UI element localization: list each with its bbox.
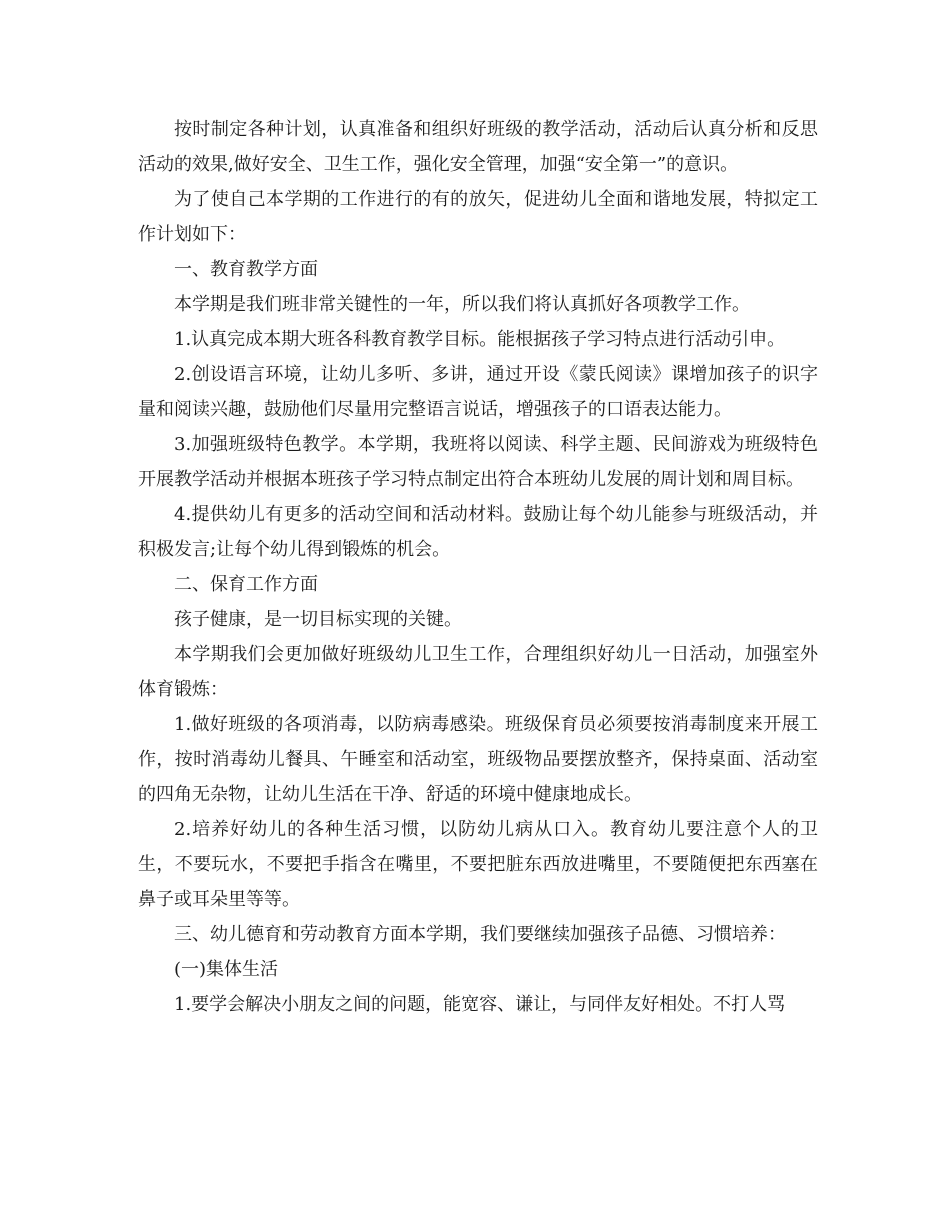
list-item-teaching-1: 1.认真完成本期大班各科教育教学目标。能根据孩子学习特点进行活动引申。 bbox=[174, 329, 786, 350]
list-item-care-2: 2.培养好幼儿的各种生活习惯，以防幼儿病从口入。教育幼儿要注意个人的卫生，不要玩水，不要把手指含在嘴里，不要把脏东西放进嘴里，不要随便把东西塞在鼻子或耳朵里等等。 bbox=[138, 819, 818, 910]
list-item-care-1: 1.做好班级的各项消毒，以防病毒感染。班级保育员必须要按消毒制度来开展工作，按时消毒幼儿餐具、午睡室和活动室，班级物品要摆放整齐，保持桌面、活动室的四角无杂物，让幼儿生活在干净、舒适的环境中健康地成长。 bbox=[138, 714, 818, 805]
paragraph-purpose: 为了使自己本学期的工作进行的有的放矢，促进幼儿全面和谐地发展，特拟定工作计划如下： bbox=[138, 189, 818, 245]
section-heading-care: 二、保育工作方面 bbox=[174, 574, 318, 595]
list-item-teaching-3: 3.加强班级特色教学。本学期，我班将以阅读、科学主题、民间游戏为班级特色开展教学活动并根据本班孩子学习特点制定出符合本班幼儿发展的周计划和周目标。 bbox=[138, 434, 818, 490]
list-item-group-life-1: 1.要学会解决小朋友之间的问题，能宽容、谦让，与同伴友好相处。不打人骂 bbox=[174, 994, 786, 1015]
subsection-heading-group-life: (一)集体生活 bbox=[174, 959, 279, 980]
section-heading-teaching: 一、教育教学方面 bbox=[174, 259, 318, 280]
document-body bbox=[138, 112, 818, 1022]
paragraph-teaching-intro: 本学期是我们班非常关键性的一年，所以我们将认真抓好各项教学工作。 bbox=[174, 294, 750, 315]
list-item-teaching-4: 4.提供幼儿有更多的活动空间和活动材料。鼓励让每个幼儿能参与班级活动，并积极发言;让每个幼儿得到锻炼的机会。 bbox=[138, 504, 818, 560]
paragraph-care-intro: 本学期我们会更加做好班级幼儿卫生工作，合理组织好幼儿一日活动，加强室外体育锻炼： bbox=[138, 644, 818, 700]
list-item-teaching-2: 2.创设语言环境，让幼儿多听、多讲，通过开设《蒙氏阅读》课增加孩子的识字量和阅读兴趣，鼓励他们尽量用完整语言说话，增强孩子的口语表达能力。 bbox=[138, 364, 818, 420]
paragraph-intro-plan: 按时制定各种计划，认真准备和组织好班级的教学活动，活动后认真分析和反思活动的效果,做好安全、卫生工作，强化安全管理，加强“安全第一”的意识。 bbox=[138, 119, 818, 175]
paragraph-health: 孩子健康，是一切目标实现的关键。 bbox=[174, 609, 462, 630]
section-heading-moral: 三、幼儿德育和劳动教育方面本学期，我们要继续加强孩子品德、习惯培养： bbox=[174, 924, 786, 945]
